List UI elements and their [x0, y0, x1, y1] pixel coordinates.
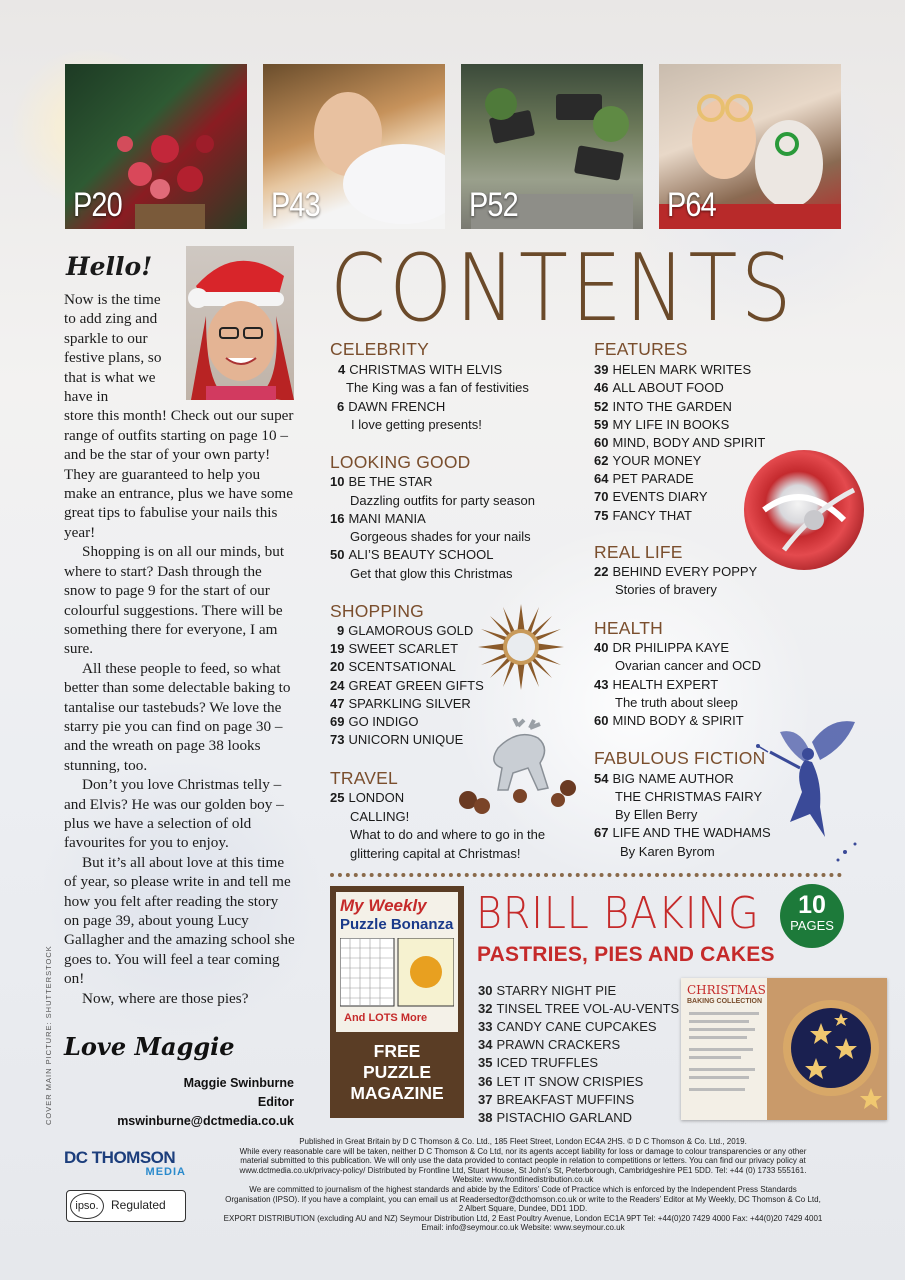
item-title-continued: THE CHRISTMAS FAIRY — [615, 789, 763, 804]
letter-para3: All these people to feed, so what better than some delectable baking to tantalise our tastebuds? We love the starry pie you can find on page 30 – and the wreath on page 38 looks stunning, too. — [64, 659, 291, 774]
list-item[interactable]: 59 MY LIFE IN BOOKS — [594, 417, 730, 432]
section-looking-good: LOOKING GOOD — [330, 452, 471, 472]
starry-pie-image — [681, 978, 887, 1120]
list-item[interactable]: 60 MIND, BODY AND SPIRIT — [594, 435, 766, 450]
letter-para5: But it’s all about love at this time of year, so please write in and tell me how you felt after reading the story on page 39, about young Lucy Gallagher and the amazing school she goes to. You will feel a tear coming on! — [64, 853, 295, 988]
letter-para1-start: Now is the time to add zing and sparkle to our festive plans, so that is what we have in — [64, 291, 162, 406]
fairy-silhouette-image — [750, 712, 865, 864]
section-real-life: REAL LIFE — [594, 542, 683, 562]
item-title-continued: CALLING! — [350, 809, 410, 824]
list-item[interactable]: 64 PET PARADE — [594, 471, 694, 486]
section-fiction: FABULOUS FICTION — [594, 748, 766, 768]
list-item[interactable]: 73 UNICORN UNIQUE — [330, 732, 464, 747]
item-description: I love getting presents! — [351, 417, 482, 432]
list-item[interactable]: 33 CANDY CANE CUPCAKES — [478, 1019, 657, 1034]
list-item[interactable]: 38 PISTACHIO GARLAND — [478, 1110, 633, 1125]
photo-garden — [461, 64, 643, 229]
item-description: glittering capital at Christmas! — [350, 846, 521, 861]
item-description: By Ellen Berry — [615, 807, 698, 822]
list-item[interactable]: 43 HEALTH EXPERT — [594, 677, 719, 692]
greeting: Hello! — [66, 252, 153, 281]
section-travel: TRAVEL — [330, 768, 398, 788]
item-description: Stories of bravery — [615, 582, 717, 597]
item-description: The truth about sleep — [615, 695, 738, 710]
list-item[interactable]: 25 LONDON — [330, 790, 405, 805]
divider — [330, 873, 842, 877]
photo-label: P43 — [271, 186, 320, 224]
list-item[interactable]: 47 SPARKLING SILVER — [330, 696, 471, 711]
list-item[interactable]: 69 GO INDIGO — [330, 714, 419, 729]
ribbon-image — [744, 450, 864, 570]
list-item[interactable]: 75 FANCY THAT — [594, 508, 692, 523]
dc-thomson-logo: DC THOMSON MEDIA — [64, 1148, 186, 1178]
photo-flowers — [65, 64, 247, 229]
list-item[interactable]: 22 BEHIND EVERY POPPY — [594, 564, 758, 579]
list-item[interactable]: 32 TINSEL TREE VOL-AU-VENTS — [478, 1001, 680, 1016]
list-item[interactable]: 46 ALL ABOUT FOOD — [594, 380, 724, 395]
ipso-logo: ipso. Regulated — [66, 1190, 186, 1222]
baking-subtitle: PASTRIES, PIES AND CAKES — [477, 943, 775, 966]
signoff: Love Maggie — [64, 1032, 235, 1061]
item-description: Get that glow this Christmas — [350, 566, 513, 581]
publication-footer: Published in Great Britain by D C Thomson & Co. Ltd., 185 Fleet Street, London EC4A 2HS. © D C Thomson & Co. Ltd., 2019. While every reasonable care will be taken, neither D C Thomson & Co Ltd, nor its agents accept liability for loss or damage to colour transparencies or any other material submitted to this publication. We will only use the data provided to contact people in relation to competitions or letters. You can find our privacy policy at www.dctmedia.co.uk/privacy-policy/ Distributed by Frontline Ltd, Stuart House, St John’s St, Peterborough, Cambridgeshire PE1 5DD. Tel: +44 (0) 1733 555161. Website: www.frontlinedistribution.co.uk We are committed to journalism of the highest standards and abide by the Editors’ Code of Practice which is enforced by the Independent Press Standards Organisation (IPSO). If you have a complaint, you can email us at Readersedtor@dcthomson.co.uk or write to the Readers’ Editor at My Weekly, DC Thomson & Co Ltd, 2 Albert Square, Dundee, DD1 1DD. EXPORT DISTRIBUTION (excluding AU and NZ) Seymour Distribution Ltd, 2 East Poultry Avenue, London EC1A 9PT Tel: +44(0)20 7429 4000 Fax: +44(0)20 7429 4001 Email: info@seymour.co.uk Website: www.seymour.co.uk — [223, 1137, 823, 1233]
letter-para2: Shopping is on all our minds, but where to start? Dash through the snow to page 9 for the start of our colourful suggestions. There will be something there for everyone, I am sure. — [64, 543, 285, 658]
puzzle-cover-more: And LOTS More — [344, 1012, 428, 1024]
list-item[interactable]: 19 SWEET SCARLET — [330, 641, 459, 656]
list-item[interactable]: 67 LIFE AND THE WADHAMS — [594, 825, 771, 840]
editor-name: Maggie Swinburne — [183, 1076, 294, 1090]
item-description: By Karen Byrom — [620, 844, 715, 859]
list-item[interactable]: 6 DAWN FRENCH — [337, 399, 446, 414]
list-item[interactable]: 54 BIG NAME AUTHOR — [594, 771, 734, 786]
list-item[interactable]: 4 CHRISTMAS WITH ELVIS — [338, 362, 503, 377]
list-item[interactable]: 30 STARRY NIGHT PIE — [478, 983, 617, 998]
photo-woman-dog — [659, 64, 841, 229]
puzzle-grid-icon — [340, 938, 454, 1008]
photo-sleeping-woman — [263, 64, 445, 229]
booklet-subtitle: BAKING COLLECTION — [687, 998, 763, 1005]
editor-role: Editor — [257, 1095, 294, 1109]
puzzle-brand: My Weekly — [340, 896, 427, 915]
list-item[interactable]: 16 MANI MANIA — [330, 511, 426, 526]
list-item[interactable]: 50 ALI’S BEAUTY SCHOOL — [330, 547, 494, 562]
list-item[interactable]: 70 EVENTS DIARY — [594, 489, 708, 504]
item-description: Gorgeous shades for your nails — [350, 529, 531, 544]
reindeer-nutcracker-image — [458, 718, 580, 814]
photo-label: P64 — [667, 186, 716, 224]
item-description: Ovarian cancer and OCD — [615, 658, 761, 673]
section-celebrity: CELEBRITY — [330, 339, 430, 359]
baking-booklet-image — [681, 978, 887, 1120]
page-title: CONTENTS — [330, 234, 795, 342]
list-item[interactable]: 40 DR PHILIPPA KAYE — [594, 640, 730, 655]
list-item[interactable]: 60 MIND BODY & SPIRIT — [594, 713, 744, 728]
list-item[interactable]: 36 LET IT SNOW CRISPIES — [478, 1074, 644, 1089]
letter-para4: Don’t you love Christmas telly – and Elvis? He was our golden boy – plus we have a selection of old favourites for you to enjoy. — [64, 776, 284, 852]
list-item[interactable]: 35 ICED TRUFFLES — [478, 1055, 599, 1070]
item-description: What to do and where to go in the — [350, 827, 546, 842]
gift-ribbon-image — [744, 450, 864, 570]
puzzle-cover — [336, 892, 458, 1032]
list-item[interactable]: 34 PRAWN CRACKERS — [478, 1037, 621, 1052]
editor-email[interactable]: mswinburne@dctmedia.co.uk — [117, 1114, 294, 1128]
photo-credit: COVER MAIN PICTURE: SHUTTERSTOCK — [44, 945, 53, 1125]
section-shopping: SHOPPING — [330, 601, 424, 621]
list-item[interactable]: 52 INTO THE GARDEN — [594, 399, 732, 414]
puzzle-title: Puzzle Bonanza — [340, 916, 454, 933]
list-item[interactable]: 9 GLAMOROUS GOLD — [337, 623, 474, 638]
letter-para6: Now, where are those pies? — [82, 989, 249, 1007]
list-item[interactable]: 24 GREAT GREEN GIFTS — [330, 678, 484, 693]
list-item[interactable]: 37 BREAKFAST MUFFINS — [478, 1092, 635, 1107]
item-description: Dazzling outfits for party season — [350, 493, 535, 508]
list-item[interactable]: 10 BE THE STAR — [330, 474, 433, 489]
list-item[interactable]: 39 HELEN MARK WRITES — [594, 362, 752, 377]
section-features: FEATURES — [594, 339, 688, 359]
list-item[interactable]: 20 SCENTSATIONAL — [330, 659, 456, 674]
booklet-title: CHRISTMAS — [687, 983, 766, 997]
free-puzzle-label: FREE PUZZLE MAGAZINE — [350, 1041, 444, 1103]
baking-title: BRILL BAKING — [476, 888, 760, 939]
puzzle-magazine-promo[interactable] — [330, 886, 464, 1118]
photo-label: P52 — [469, 186, 518, 224]
sunburst-mirror-image — [478, 604, 564, 690]
pages-badge: 10 PAGES — [780, 884, 844, 948]
list-item[interactable]: 62 YOUR MONEY — [594, 453, 702, 468]
letter-para1-rest: store this month! Check out our super range of outfits starting on page 10 – and be the star of your own party! They are guaranteed to help you make an entrance, plus we have some great tips to fabulise your nails this year! — [64, 407, 294, 541]
editor-letter — [64, 290, 296, 1008]
item-description: The King was a fan of festivities — [346, 380, 529, 395]
section-health: HEALTH — [594, 618, 663, 638]
photo-label: P20 — [73, 186, 122, 224]
signature-block — [117, 1074, 294, 1131]
